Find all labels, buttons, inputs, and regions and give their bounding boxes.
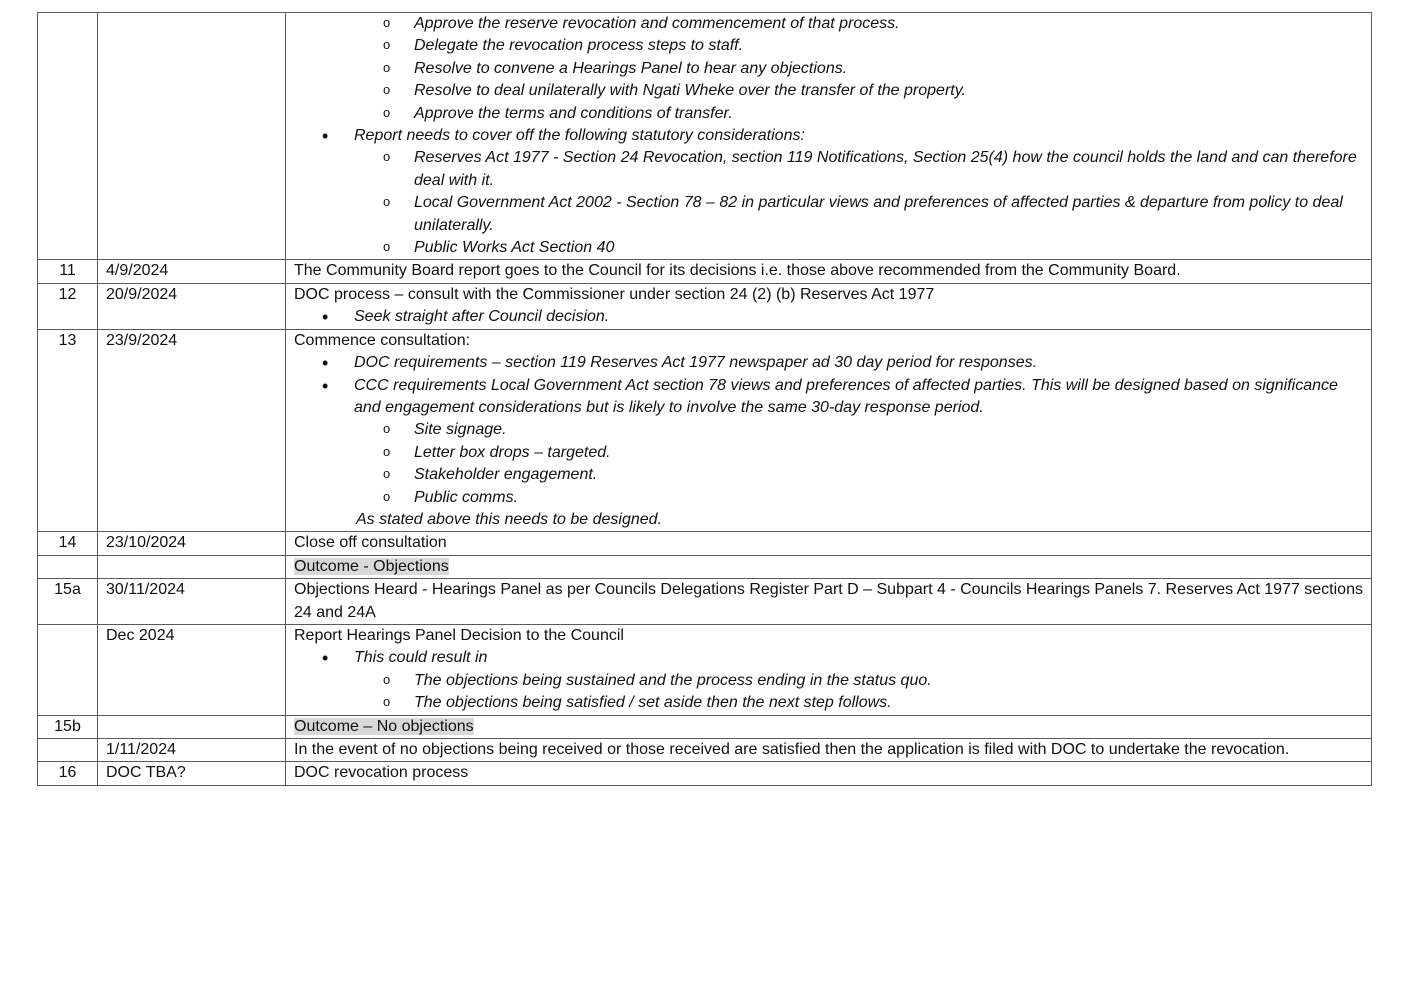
list-item: o Site signage.: [294, 419, 1363, 441]
table-row: [38, 329, 1372, 532]
list-item: • This could result in: [294, 647, 1363, 669]
step-date: 23/10/2024: [98, 532, 286, 555]
step-description: [286, 13, 1372, 260]
table-row: [38, 715, 1372, 738]
step-number: 12: [38, 283, 98, 329]
timeline-table: [37, 12, 1372, 786]
step-date: [98, 555, 286, 578]
step-description: [286, 715, 1372, 738]
list-item: o Reserves Act 1977 - Section 24 Revocation, section 119 Notifications, Section 25(4) how the council holds the land and can therefore deal with it.: [294, 147, 1363, 192]
step-date: [98, 715, 286, 738]
step-number: 15a: [38, 579, 98, 625]
step-date: [98, 13, 286, 260]
step-description: In the event of no objections being received or those received are satisfied then the application is filed with DOC to undertake the revocation.: [286, 739, 1372, 762]
step-number: [38, 624, 98, 715]
list-item: o Resolve to deal unilaterally with Ngati Wheke over the transfer of the property.: [294, 80, 1363, 102]
step-description: [286, 283, 1372, 329]
list-item: o Letter box drops – targeted.: [294, 442, 1363, 464]
step-description: [286, 624, 1372, 715]
sub-list: [294, 419, 1363, 509]
list-item: o The objections being sustained and the process ending in the status quo.: [294, 670, 1363, 692]
step-date: 1/11/2024: [98, 739, 286, 762]
step-date: DOC TBA?: [98, 762, 286, 785]
table-row: [38, 260, 1372, 283]
step-date: 4/9/2024: [98, 260, 286, 283]
list-item: o Approve the terms and conditions of transfer.: [294, 103, 1363, 125]
step-number: [38, 555, 98, 578]
step-description: [286, 329, 1372, 532]
table-row: [38, 13, 1372, 260]
list-item: o Delegate the revocation process steps to staff.: [294, 35, 1363, 57]
sub-list: [294, 670, 1363, 715]
bullet-list: [294, 352, 1363, 419]
step-number: [38, 13, 98, 260]
table-row: [38, 739, 1372, 762]
sub-list: [294, 13, 1363, 125]
step-description: DOC revocation process: [286, 762, 1372, 785]
step-number: [38, 739, 98, 762]
design-note: As stated above this needs to be designed.: [356, 510, 662, 528]
list-item: o The objections being satisfied / set aside then the next step follows.: [294, 692, 1363, 714]
step-number: 14: [38, 532, 98, 555]
step-description: The Community Board report goes to the Council for its decisions i.e. those above recommended from the Community Board.: [286, 260, 1372, 283]
list-item: o Public comms.: [294, 487, 1363, 509]
step-text: Commence consultation:: [294, 331, 471, 349]
sub-list: [294, 147, 1363, 259]
step-text: DOC process – consult with the Commissioner under section 24 (2) (b) Reserves Act 1977: [294, 285, 935, 303]
table-row: [38, 283, 1372, 329]
step-description: [286, 555, 1372, 578]
step-number: 15b: [38, 715, 98, 738]
step-description: Objections Heard - Hearings Panel as per Councils Delegations Register Part D – Subpart 4 - Councils Hearings Panels 7. Reserves Act 1977 sections 24 and 24A: [286, 579, 1372, 625]
table-row: [38, 579, 1372, 625]
list-item: o Public Works Act Section 40: [294, 237, 1363, 259]
step-number: 11: [38, 260, 98, 283]
step-number: 13: [38, 329, 98, 532]
step-date: 30/11/2024: [98, 579, 286, 625]
list-item: • Seek straight after Council decision.: [294, 306, 1363, 328]
list-item: • DOC requirements – section 119 Reserves Act 1977 newspaper ad 30 day period for responses.: [294, 352, 1363, 374]
list-item: • CCC requirements Local Government Act section 78 views and preferences of affected parties. This will be designed based on significance and engagement considerations but is likely to involve the same 30-day response period.: [294, 375, 1363, 420]
outcome-heading: Outcome – No objections: [294, 717, 474, 735]
list-item: o Approve the reserve revocation and commencement of that process.: [294, 13, 1363, 35]
step-text: Report Hearings Panel Decision to the Council: [294, 626, 624, 644]
step-description: Close off consultation: [286, 532, 1372, 555]
outcome-heading: Outcome - Objections: [294, 557, 449, 575]
step-date: 20/9/2024: [98, 283, 286, 329]
list-item: o Stakeholder engagement.: [294, 464, 1363, 486]
bullet-list: [294, 306, 1363, 328]
bullet-list: [294, 125, 1363, 147]
list-item: • Report needs to cover off the following statutory considerations:: [294, 125, 1363, 147]
table-row: [38, 624, 1372, 715]
table-row: [38, 532, 1372, 555]
bullet-list: [294, 647, 1363, 669]
list-item: o Resolve to convene a Hearings Panel to hear any objections.: [294, 58, 1363, 80]
table-row: [38, 762, 1372, 785]
step-date: Dec 2024: [98, 624, 286, 715]
step-number: 16: [38, 762, 98, 785]
list-item: o Local Government Act 2002 - Section 78 – 82 in particular views and preferences of affected parties & departure from policy to deal unilaterally.: [294, 192, 1363, 237]
step-date: 23/9/2024: [98, 329, 286, 532]
table-row: [38, 555, 1372, 578]
